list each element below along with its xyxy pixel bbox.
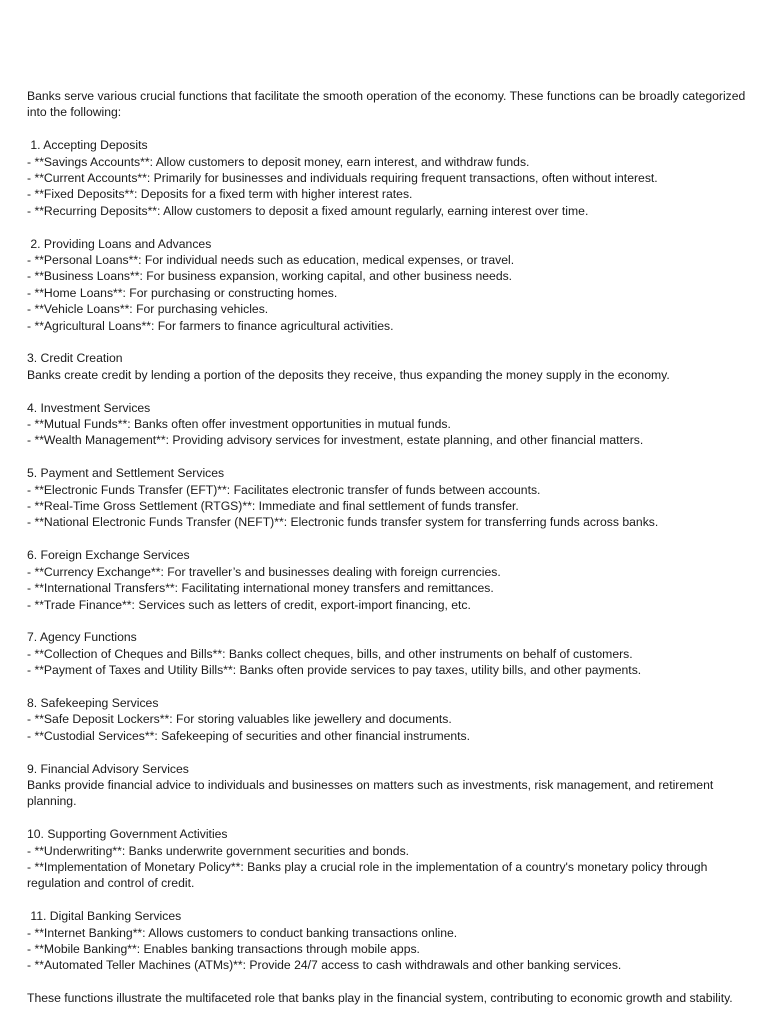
section-body: Banks create credit by lending a portion of the deposits they receive, thus expanding the money supply in the economy. xyxy=(27,367,670,382)
conclusion-paragraph: These functions illustrate the multifaceted role that banks play in the financial system, contributing to economic growth and stability. xyxy=(27,991,733,1006)
section xyxy=(27,629,747,678)
spacer xyxy=(27,744,747,760)
spacer xyxy=(27,449,747,465)
section xyxy=(27,400,747,449)
list-item: - **Business Loans**: For business expansion, working capital, and other business needs. xyxy=(27,269,513,284)
list-item: - **Agricultural Loans**: For farmers to finance agricultural activities. xyxy=(27,318,394,333)
spacer xyxy=(27,531,747,547)
section-heading: 3. Credit Creation xyxy=(27,351,123,366)
list-item: - **Wealth Management**: Providing advisory services for investment, estate planning, and other financial matters. xyxy=(27,433,644,448)
list-item: - **Mobile Banking**: Enables banking transactions through mobile apps. xyxy=(27,941,420,956)
list-item: - **Fixed Deposits**: Deposits for a fixed term with higher interest rates. xyxy=(27,187,413,202)
list-item: - **Internet Banking**: Allows customers to conduct banking transactions online. xyxy=(27,925,458,940)
section-body: Banks provide financial advice to individuals and businesses on matters such as investments, risk management, and retirement planning. xyxy=(27,777,714,809)
list-item: - **Safe Deposit Lockers**: For storing valuables like jewellery and documents. xyxy=(27,712,452,727)
spacer xyxy=(27,121,747,137)
section xyxy=(27,350,747,383)
spacer xyxy=(27,334,747,350)
list-item: - **Electronic Funds Transfer (EFT)**: Facilitates electronic transfer of funds between accounts. xyxy=(27,482,541,497)
section-heading: 5. Payment and Settlement Services xyxy=(27,466,225,481)
section-heading: 6. Foreign Exchange Services xyxy=(27,548,190,563)
section xyxy=(27,236,747,334)
spacer xyxy=(27,613,747,629)
list-item: - **Underwriting**: Banks underwrite government securities and bonds. xyxy=(27,843,410,858)
spacer xyxy=(27,383,747,399)
list-item: - **Payment of Taxes and Utility Bills**: Banks often provide services to pay taxes, utility bills, and other payments. xyxy=(27,663,642,678)
spacer xyxy=(27,974,747,990)
list-item: - **Automated Teller Machines (ATMs)**: Provide 24/7 access to cash withdrawals and other banking services. xyxy=(27,958,622,973)
section xyxy=(27,761,747,810)
spacer xyxy=(27,810,747,826)
sections-container xyxy=(27,137,747,990)
list-item: - **Personal Loans**: For individual needs such as education, medical expenses, or travel. xyxy=(27,253,515,268)
document-page xyxy=(27,88,747,1007)
list-item: - **Home Loans**: For purchasing or constructing homes. xyxy=(27,285,338,300)
section-heading: 8. Safekeeping Services xyxy=(27,695,159,710)
section-heading: 7. Agency Functions xyxy=(27,630,137,645)
list-item: - **International Transfers**: Facilitating international money transfers and remittances. xyxy=(27,581,494,596)
section-heading: 4. Investment Services xyxy=(27,400,151,415)
list-item: - **Vehicle Loans**: For purchasing vehicles. xyxy=(27,302,269,317)
spacer xyxy=(27,892,747,908)
intro-paragraph: Banks serve various crucial functions that facilitate the smooth operation of the economy. These functions can be broadly categorized into the following: xyxy=(27,89,746,120)
section-heading: 10. Supporting Government Activities xyxy=(27,827,228,842)
section xyxy=(27,826,747,892)
section-heading: 1. Accepting Deposits xyxy=(27,138,148,153)
list-item: - **Trade Finance**: Services such as letters of credit, export-import financing, etc. xyxy=(27,597,471,612)
spacer xyxy=(27,219,747,235)
list-item: - **Custodial Services**: Safekeeping of securities and other financial instruments. xyxy=(27,728,471,743)
list-item: - **Recurring Deposits**: Allow customers to deposit a fixed amount regularly, earning interest over time. xyxy=(27,203,589,218)
section-heading: 11. Digital Banking Services xyxy=(27,909,182,924)
list-item: - **Savings Accounts**: Allow customers to deposit money, earn interest, and withdraw funds. xyxy=(27,154,530,169)
list-item: - **National Electronic Funds Transfer (NEFT)**: Electronic funds transfer system for transferring funds across banks. xyxy=(27,515,659,530)
section xyxy=(27,547,747,613)
spacer xyxy=(27,679,747,695)
section xyxy=(27,695,747,744)
list-item: - **Real-Time Gross Settlement (RTGS)**: Immediate and final settlement of funds transfer. xyxy=(27,499,519,514)
list-item: - **Current Accounts**: Primarily for businesses and individuals requiring frequent transactions, often without interest. xyxy=(27,171,658,186)
section xyxy=(27,908,747,974)
list-item: - **Implementation of Monetary Policy**: Banks play a crucial role in the implementation of a country's monetary policy through regulation and control of credit. xyxy=(27,859,708,891)
list-item: - **Currency Exchange**: For traveller’s and businesses dealing with foreign currencies. xyxy=(27,564,501,579)
section-heading: 2. Providing Loans and Advances xyxy=(27,236,212,251)
section-heading: 9. Financial Advisory Services xyxy=(27,761,189,776)
list-item: - **Collection of Cheques and Bills**: Banks collect cheques, bills, and other instruments on behalf of customers. xyxy=(27,646,633,661)
list-item: - **Mutual Funds**: Banks often offer investment opportunities in mutual funds. xyxy=(27,417,451,432)
section xyxy=(27,137,747,219)
section xyxy=(27,465,747,531)
